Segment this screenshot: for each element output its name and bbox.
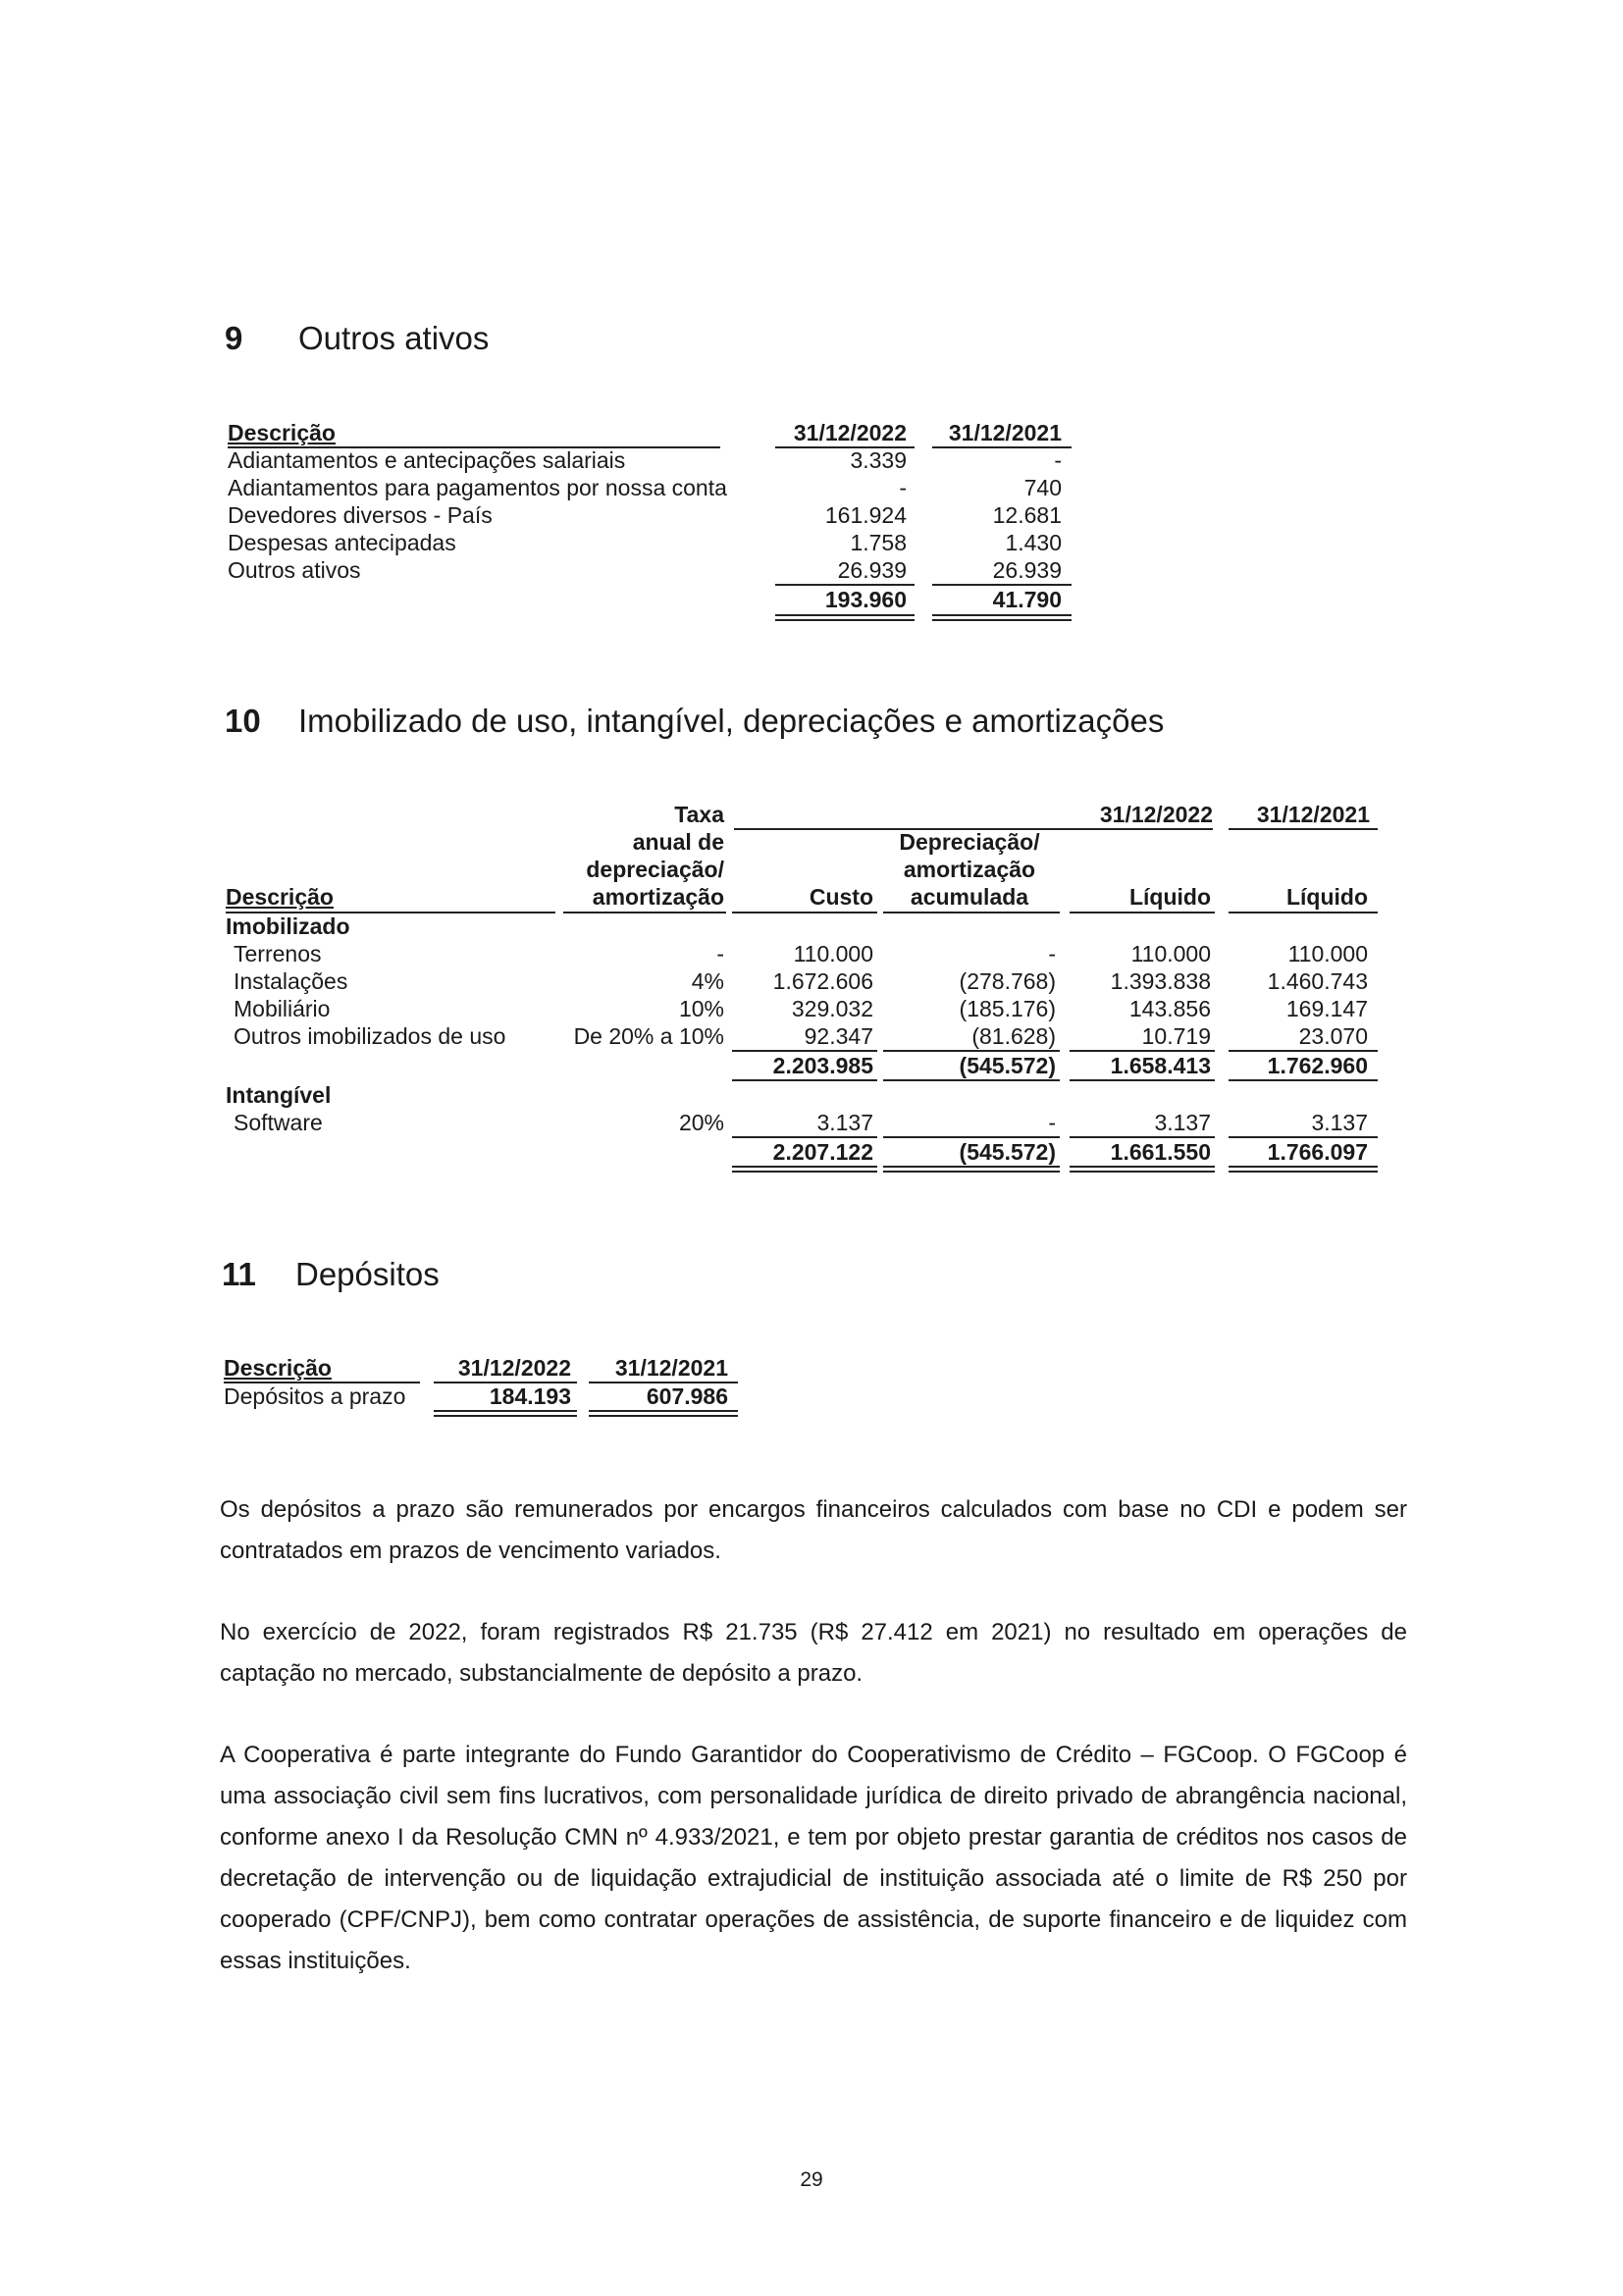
column-header-2021: 31/12/2021 xyxy=(1256,802,1370,827)
row-value-2022: 26.939 xyxy=(837,557,907,583)
row-label: Devedores diversos - País xyxy=(228,502,493,528)
group-label-intangivel: Intangível xyxy=(226,1082,332,1108)
row-label: Despesas antecipadas xyxy=(228,530,456,555)
row-value-2021: 607.986 xyxy=(646,1383,728,1409)
row-label: Adiantamentos para pagamentos por nossa conta xyxy=(228,475,727,500)
row-liquido-2022: 1.393.838 xyxy=(1110,968,1211,994)
total-double-rule xyxy=(1229,1166,1378,1173)
column-header-custo: Custo xyxy=(809,884,873,910)
row-taxa: 20% xyxy=(678,1110,724,1135)
header-rule xyxy=(1229,828,1378,830)
row-liquido-2021: 1.460.743 xyxy=(1267,968,1368,994)
row-liquido-2021: 3.137 xyxy=(1311,1110,1368,1135)
row-depreciacao: (185.176) xyxy=(959,996,1056,1021)
column-header-descricao: Descrição xyxy=(226,884,334,910)
column-header-descricao: Descrição xyxy=(224,1355,332,1381)
column-header-taxa: amortização xyxy=(592,884,724,910)
row-custo: 1.672.606 xyxy=(772,968,873,994)
row-liquido-2021: 169.147 xyxy=(1285,996,1368,1021)
row-value-2022: - xyxy=(899,475,907,500)
column-header-taxa: depreciação/ xyxy=(586,857,724,882)
row-custo: 92.347 xyxy=(804,1023,873,1049)
row-value-2021: 740 xyxy=(1023,475,1062,500)
total-liquido-2022: 1.661.550 xyxy=(1110,1139,1211,1165)
header-rule xyxy=(1229,912,1378,913)
subtotal-liquido-2022: 1.658.413 xyxy=(1110,1053,1211,1078)
column-header-2021: 31/12/2021 xyxy=(948,420,1062,445)
column-header-descricao: Descrição xyxy=(228,420,336,445)
total-2021: 41.790 xyxy=(992,587,1062,612)
column-header-taxa: anual de xyxy=(632,829,724,855)
section-title: Imobilizado de uso, intangível, depreciações e amortizações xyxy=(298,703,1165,739)
total-double-rule xyxy=(932,614,1072,621)
row-value-2022: 1.758 xyxy=(850,530,907,555)
row-label: Outros ativos xyxy=(228,557,361,583)
header-rule xyxy=(883,912,1060,913)
paragraph: No exercício de 2022, foram registrados R$ 21.735 (R$ 27.412 em 2021) no resultado em operações de captação no mercado, substancialmente de depósito a prazo. xyxy=(220,1619,1407,1687)
row-value-2021: 12.681 xyxy=(992,502,1062,528)
row-custo: 110.000 xyxy=(793,941,873,966)
row-taxa: - xyxy=(716,941,724,966)
row-label: Adiantamentos e antecipações salariais xyxy=(228,447,626,473)
row-taxa: 10% xyxy=(678,996,724,1021)
row-liquido-2022: 3.137 xyxy=(1154,1110,1211,1135)
row-depreciacao: - xyxy=(1048,941,1056,966)
page-number: 29 xyxy=(800,2168,823,2191)
header-rule xyxy=(563,912,726,913)
section-number: 10 xyxy=(225,703,261,739)
subtotal-depreciacao: (545.572) xyxy=(959,1053,1056,1078)
total-double-rule xyxy=(732,1166,877,1173)
row-label: Instalações xyxy=(234,968,348,994)
row-label: Terrenos xyxy=(234,941,322,966)
row-liquido-2021: 110.000 xyxy=(1287,941,1368,966)
total-double-rule xyxy=(589,1410,738,1417)
row-depreciacao: - xyxy=(1048,1110,1056,1135)
header-rule xyxy=(1070,912,1215,913)
total-custo: 2.207.122 xyxy=(772,1139,873,1165)
section-number: 9 xyxy=(225,320,243,356)
row-value-2022: 161.924 xyxy=(824,502,907,528)
row-value-2021: - xyxy=(1054,447,1062,473)
row-liquido-2022: 10.719 xyxy=(1141,1023,1211,1049)
row-value-2022: 184.193 xyxy=(489,1383,571,1409)
column-header-depreciacao: acumulada xyxy=(910,884,1029,910)
section-number: 11 xyxy=(222,1256,256,1292)
total-double-rule xyxy=(434,1410,577,1417)
subtotal-rule xyxy=(1070,1079,1215,1081)
column-header-taxa: Taxa xyxy=(674,802,724,827)
column-header-2021: 31/12/2021 xyxy=(614,1355,728,1381)
subtotal-custo: 2.203.985 xyxy=(772,1053,873,1078)
column-header-liquido-2022: Líquido xyxy=(1128,884,1211,910)
subtotal-rule xyxy=(732,1079,877,1081)
row-custo: 3.137 xyxy=(816,1110,873,1135)
row-value-2021: 26.939 xyxy=(992,557,1062,583)
section-title: Depósitos xyxy=(295,1256,440,1292)
paragraph: A Cooperativa é parte integrante do Fundo Garantidor do Cooperativismo de Crédito – FGCoop. O FGCoop é uma associação civil sem fins lucrativos, com personalidade jurídica de direito privado de abrangência nacional, conforme anexo I da Resolução CMN nº 4.933/2021, e tem por objeto prestar garantia de créditos nos casos de decretação de intervenção ou de liquidação extrajudicial de instituição associada até o limite de R$ 250 por cooperado (CPF/CNPJ), bem como contratar operações de assistência, de suporte financeiro e de liquidez com essas instituições. xyxy=(220,1742,1407,1974)
row-label: Outros imobilizados de uso xyxy=(234,1023,506,1049)
row-depreciacao: (81.628) xyxy=(971,1023,1056,1049)
total-depreciacao: (545.572) xyxy=(959,1139,1056,1165)
row-label: Software xyxy=(234,1110,323,1135)
column-header-depreciacao: Depreciação/ xyxy=(899,829,1040,855)
section-title: Outros ativos xyxy=(298,320,490,356)
column-header-2022: 31/12/2022 xyxy=(793,420,907,445)
row-value-2022: 3.339 xyxy=(850,447,907,473)
total-2022: 193.960 xyxy=(824,587,907,612)
total-liquido-2021: 1.766.097 xyxy=(1267,1139,1368,1165)
row-taxa: 4% xyxy=(691,968,724,994)
header-rule xyxy=(732,912,877,913)
total-double-rule xyxy=(883,1166,1060,1173)
total-double-rule xyxy=(775,614,915,621)
row-custo: 329.032 xyxy=(791,996,873,1021)
row-label: Mobiliário xyxy=(234,996,331,1021)
row-label: Depósitos a prazo xyxy=(224,1383,406,1409)
subtotal-rule xyxy=(1229,1079,1378,1081)
row-taxa: De 20% a 10% xyxy=(573,1023,724,1049)
column-header-2022: 31/12/2022 xyxy=(1099,802,1213,827)
row-liquido-2022: 143.856 xyxy=(1128,996,1211,1021)
column-header-2022: 31/12/2022 xyxy=(457,1355,571,1381)
subtotal-rule xyxy=(883,1079,1060,1081)
column-header-depreciacao: amortização xyxy=(903,857,1036,882)
row-liquido-2022: 110.000 xyxy=(1130,941,1211,966)
row-value-2021: 1.430 xyxy=(1005,530,1062,555)
column-header-liquido-2021: Líquido xyxy=(1285,884,1368,910)
total-double-rule xyxy=(1070,1166,1215,1173)
group-label-imobilizado: Imobilizado xyxy=(226,913,350,939)
paragraph: Os depósitos a prazo são remunerados por encargos financeiros calculados com base no CDI e podem ser contratados em prazos de vencimento variados. xyxy=(220,1496,1407,1564)
subtotal-liquido-2021: 1.762.960 xyxy=(1267,1053,1368,1078)
row-depreciacao: (278.768) xyxy=(959,968,1056,994)
row-liquido-2021: 23.070 xyxy=(1298,1023,1368,1049)
